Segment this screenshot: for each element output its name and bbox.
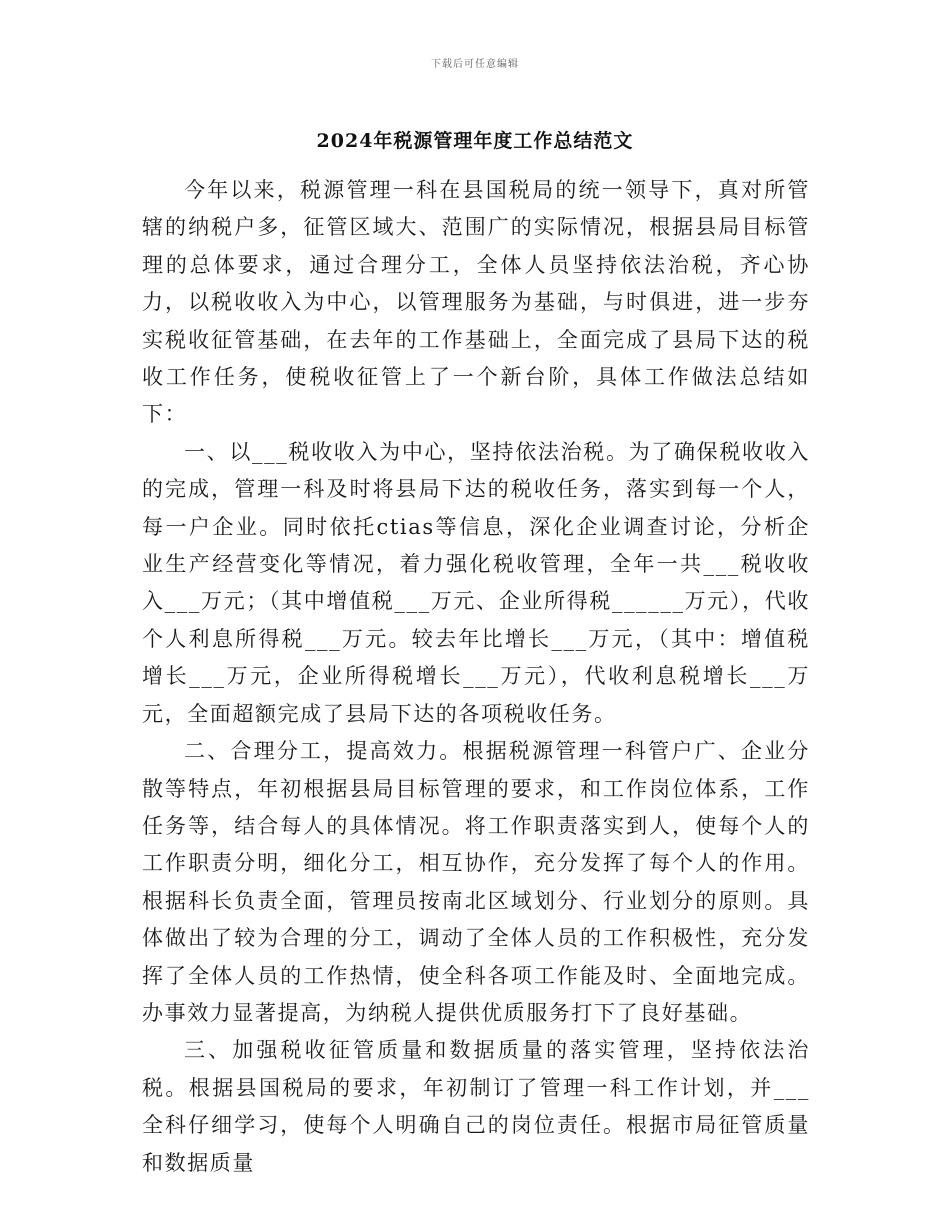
document-body [142,172,810,1182]
paragraph-section-1: 一、以___税收收入为中心，坚持依法治税。为了确保税收收入的完成，管理一科及时将县局下达的税收任务，落实到每一个人，每一户企业。同时依托ctias等信息，深化企业调查讨论，分析企业生产经营变化等情况，着力强化税收管理，全年一共___税收收入___万元；（其中增值税___万元、企业所得税______万元），代收个人利息所得税___万元。较去年比增长___万元，（其中：增值税增长___万元，企业所得税增长___万元），代收利息税增长___万元，全面超额完成了县局下达的各项税收任务。 [142,439,810,726]
paragraph-intro: 今年以来，税源管理一科在县国税局的统一领导下，真对所管辖的纳税户多，征管区域大、范围广的实际情况，根据县局目标管理的总体要求，通过合理分工，全体人员坚持依法治税，齐心协力，以税收收入为中心，以管理服务为基础，与时俱进，进一步夯实税收征管基础，在去年的工作基础上，全面完成了县局下达的税收工作任务，使税收征管上了一个新台阶，具体工作做法总结如下： [142,178,810,427]
paragraph-section-3: 三、加强税收征管质量和数据质量的落实管理，坚持依法治税。根据县国税局的要求，年初制订了管理一科工作计划，并___全科仔细学习，使每个人明确自己的岗位责任。根据市局征管质量和数据质量 [142,1038,810,1175]
document-title: 2024年税源管理年度工作总结范文 [316,130,634,152]
download-note: 下载后可任意编辑 [431,59,519,70]
paragraph-section-2: 二、合理分工，提高效力。根据税源管理一科管户广、企业分散等特点，年初根据县局目标管理的要求，和工作岗位体系，工作任务等，结合每人的具体情况。将工作职责落实到人，使每个人的工作职责分明，细化分工，相互协作，充分发挥了每个人的作用。根据科长负责全面，管理员按南北区域划分、行业划分的原则。具体做出了较为合理的分工，调动了全体人员的工作积极性，充分发挥了全体人员的工作热情，使全科各项工作能及时、全面地完成。办事效力显著提高，为纳税人提供优质服务打下了良好基础。 [142,739,810,1025]
